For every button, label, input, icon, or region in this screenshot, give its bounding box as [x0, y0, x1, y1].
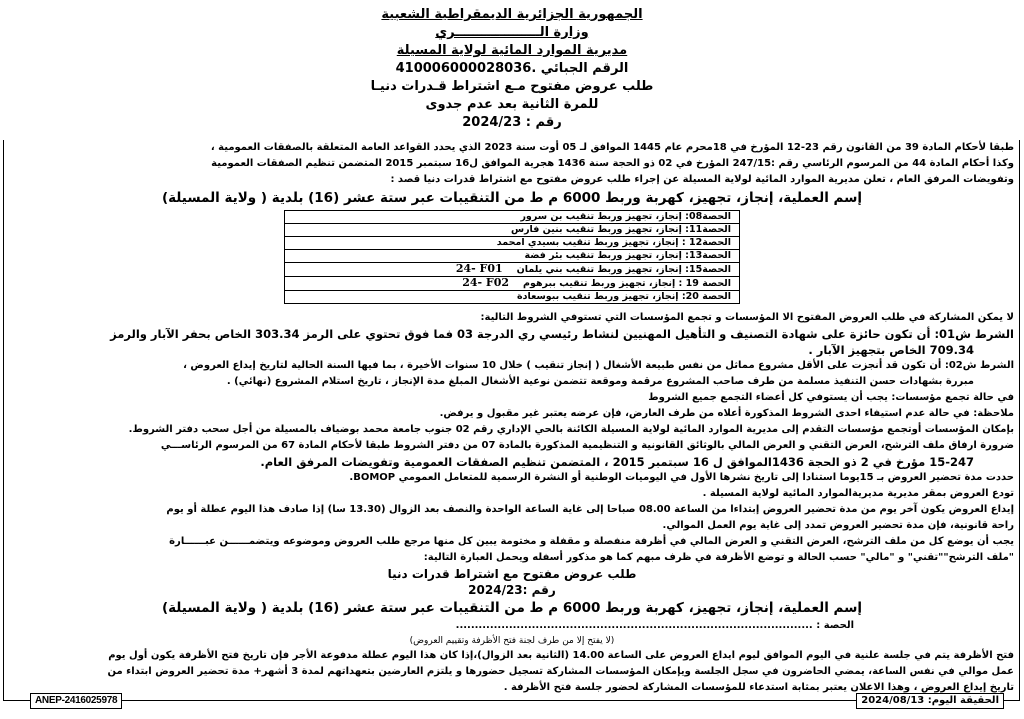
second-time-note: للمرة الثانية بعد عدم جدوى — [425, 97, 599, 112]
tender-type: طلب عروض مفتوح مـع اشتراط قـدرات دنيـا — [370, 79, 654, 94]
table-row — [285, 211, 740, 224]
lot-label: الحصة08: إنجاز، تجهيز وربط تنقيب بن سرور — [520, 211, 731, 222]
anep-reference: ANEP-2416025978 — [30, 693, 122, 709]
lot-label: الحصة15: إنجاز، تجهيز وربط تنقيب بني يلمان — [516, 264, 731, 275]
lot-label: الحصة 19 : إنجاز، تجهيز وربط تنقيب ببرهوم — [523, 278, 731, 289]
detail-line: 15-247 مؤرخ في 2 ذو الحجة 1436الموافق ل 16 سبتمبر 2015 ، المتضمن تنظيم الصفقات العمومية وتفويضات المرفق العام. — [260, 455, 974, 469]
table-row — [285, 224, 740, 237]
opening-line: عمل موالي في نفس الساعة، يمضي الحاضرون في سجل الجلسة ويإمكان المؤسسات المشاركة تسجيل حضورها و يلتزم العارضين بتعهداتهم لمدة 3 أشهر+ مدة تحضير العروض ابتداء من — [107, 666, 1014, 677]
opening-line: تاريخ إيداع العروض ، وهذا الاعلان يعتبر بمثابة استدعاء للمؤسسات المشاركة لحضور جلسة فتح الأظرفة . — [503, 682, 1014, 693]
table-row — [285, 250, 740, 263]
table-row — [285, 263, 740, 277]
conditions-intro: لا يمكن المشاركة في طلب العروض المفتوح الا المؤسسات و تجمع المؤسسات التي تستوفي الشروط التالية: — [480, 312, 1014, 323]
condition-2-cont: مبررة بشهادات حسن التنفيذ مسلمة من طرف صاحب المشروع مرقمة وموقعة تتضمن نوعية الأشغال المبلغ مدة الإنجاز ، تاريخ استلام المشروع (نهائي) . — [226, 376, 974, 387]
detail-line: ضرورة ارفاق ملف الترشح، العرض التقني و العرض المالي بالوثائق القانونية و التنظيمية المذكورة بالمادة 07 من دفتر الشروط طبقا لأحكام المادة 67 من المرسوم الرئاســـي — [160, 440, 1014, 451]
newspaper-date: الحقيقة اليوم: 2024/08/13 — [856, 693, 1004, 709]
envelope-number: رقم :2024/23 — [468, 583, 556, 597]
opening-line: فتح الأظرفة يتم في جلسة علنية في اليوم الموافق ليوم ايداع العروض على الساعة 14.00 (الثانية بعد الزوال)،إذا كان هذا اليوم عطلة مدفوعة الأجر فإن تاريخ فتح الأظرفة يكون أول يوم — [108, 650, 1014, 661]
detail-line: إيداع العروض يكون آخر يوم من مدة تحضير العروض إبتداءا من الساعة 08.00 صباحا إلى غاية الساعة الواحدة والنصف بعد الزوال (13.30 سا) إذا صادف هذا اليوم عطلة أو يوم — [166, 504, 1014, 515]
tender-number: رقم : 2024/23 — [462, 115, 562, 130]
envelope-tender-type: طلب عروض مفتوح مع اشتراط قدرات دنيا — [387, 567, 637, 581]
operation-title: إسم العملية، إنجاز، تجهيز، كهربة وربط 6000 م ط من التنقيبات عبر ستة عشر (16) بلدية ( ولاية المسيلة) — [161, 190, 863, 206]
lot-code: 24- F01 — [455, 262, 503, 275]
table-row — [285, 277, 740, 291]
republic-title: الجمهورية الجزائرية الديمقراطية الشعبية — [381, 7, 643, 22]
directorate-title: مديرية الموارد المائية لولاية المسيلة — [396, 43, 628, 58]
preamble-line: طبقا لأحكام المادة 39 من القانون رقم 23-12 المؤرخ في 18محرم عام 1445 الموافق لـ 05 أوت سنة 2023 الذي يحدد القواعد العامة المتعلقة بالصفقات العمومية ، — [210, 142, 1014, 153]
detail-line: حددت مدة تحضير العروض بـ 15يوما استنادا إلى تاريخ نشرها الأول في اليوميات الوطنية أو النشرة الرسمية للمتعامل العمومي BOMOP. — [349, 472, 1014, 483]
condition-1-cont: 709.34 الخاص بتجهيز الآبار . — [808, 343, 974, 357]
table-row — [285, 237, 740, 250]
lot-code: 24- F02 — [462, 276, 510, 289]
condition-1: الشرط ش01: أن تكون حائزة على شهادة التصنيف و التأهيل المهنيين لنشاط رئيسي ري الدرجة 03 فما فوق تحتوي على الرمز 303.34 الخاص بحفر الآبار والرمز — [110, 327, 1014, 341]
detail-line: بإمكان المؤسسات أوتجمع مؤسسات التقدم إلى مديرية الموارد المائية لولاية المسيلة الكائنة بالحي الإداري رقم 02 جنوب جامعة محمد بوضياف بالمسيلة من أجل سحب دفتر الشروط. — [128, 424, 1014, 435]
preamble-line: وتفويضات المرفق العام ، تعلن مديرية الموارد المائية لولاية المسيلة عن إجراء طلب عروض مفتوح مع اشتراط قدرات دنيا قصد : — [390, 174, 1014, 185]
lot-label: الحصة 20: إنجاز، تجهيز وربط تنقيب ببوسعادة — [517, 291, 731, 302]
tax-id: الرقم الجبائي .410006000028036 — [395, 61, 629, 76]
envelope-operation-title: إسم العملية، إنجاز، تجهيز، كهربة وربط 6000 م ط من التنقيبات عبر ستة عشر (16) بلدية ( ولاية المسيلة) — [161, 600, 863, 616]
preamble-line: وكذا أحكام المادة 44 من المرسوم الرئاسي رقم :247/15 المؤرخ في 02 ذو الحجة سنة 1436 هجرية الموافق ل16 سبتمبر 2015 المتضمن تنظيم الصفقات العمومية — [211, 158, 1014, 169]
lot-label: الحصة12 : إنجاز، تجهيز وربط تنقيب بسيدي امحمد — [496, 237, 731, 248]
condition-2: الشرط ش02: أن تكون قد أنجزت على الأقل مشروع مماثل من نفس طبيعة الأشغال ( إنجاز تنقيب ) خلال 10 سنوات الأخيرة ، بما فيها السنة الحالية لتاريخ إيداع العروض ، — [183, 360, 1014, 371]
detail-line: راحة قانونية، فإن مدة تحضير العروض تمدد إلى غاية يوم العمل الموالي. — [662, 520, 1014, 531]
lots-table — [284, 210, 740, 304]
notice-body — [10, 140, 1014, 696]
notice-header — [0, 6, 1024, 132]
ministry-title: وزارة الـــــــــــــــــــري — [435, 25, 589, 40]
detail-line: يجب أن يوضع كل من ملف الترشح، العرض التقني و العرض المالي في أظرفة منفصلة و مقفلة و مختومة يبين كل منها مرجع طلب العروض وموضوعه ويتضمــــــن عبــــــارة — [169, 536, 1014, 547]
lot-label: الحصة11: إنجاز، تجهيز وربط تنقيب بنين فارس — [510, 224, 731, 235]
lot-label: الحصة13: إنجاز، تجهيز وربط تنقيب بئر فضة — [524, 250, 731, 261]
detail-line: تودع العروض بمقر مديرية مديريةالموارد المائية لولاية المسيلة . — [702, 488, 1014, 499]
envelope-note: (لا يفتح إلا من طرف لجنة فتح الأظرفة وتقييم العروض) — [409, 636, 615, 646]
detail-line: "ملف الترشح""تقني" و "مالي" حسب الحالة و توضع الأظرفة في ظرف مبهم كما هو مذكور أسفله ويحمل العبارة التالية: — [423, 552, 1014, 563]
grouping-condition: في حالة تجمع مؤسسات: يجب أن يستوفي كل أعضاء التجمع جميع الشروط — [648, 392, 1014, 403]
table-row — [285, 291, 740, 304]
envelope-lot: الحصة : .............................................................................................. — [455, 620, 854, 631]
detail-line: ملاحظة: في حالة عدم استيفاء احدى الشروط المذكورة أعلاه من طرف العارض، فإن عرضه يعتبر غير مقبول و يرفض. — [439, 408, 1014, 419]
